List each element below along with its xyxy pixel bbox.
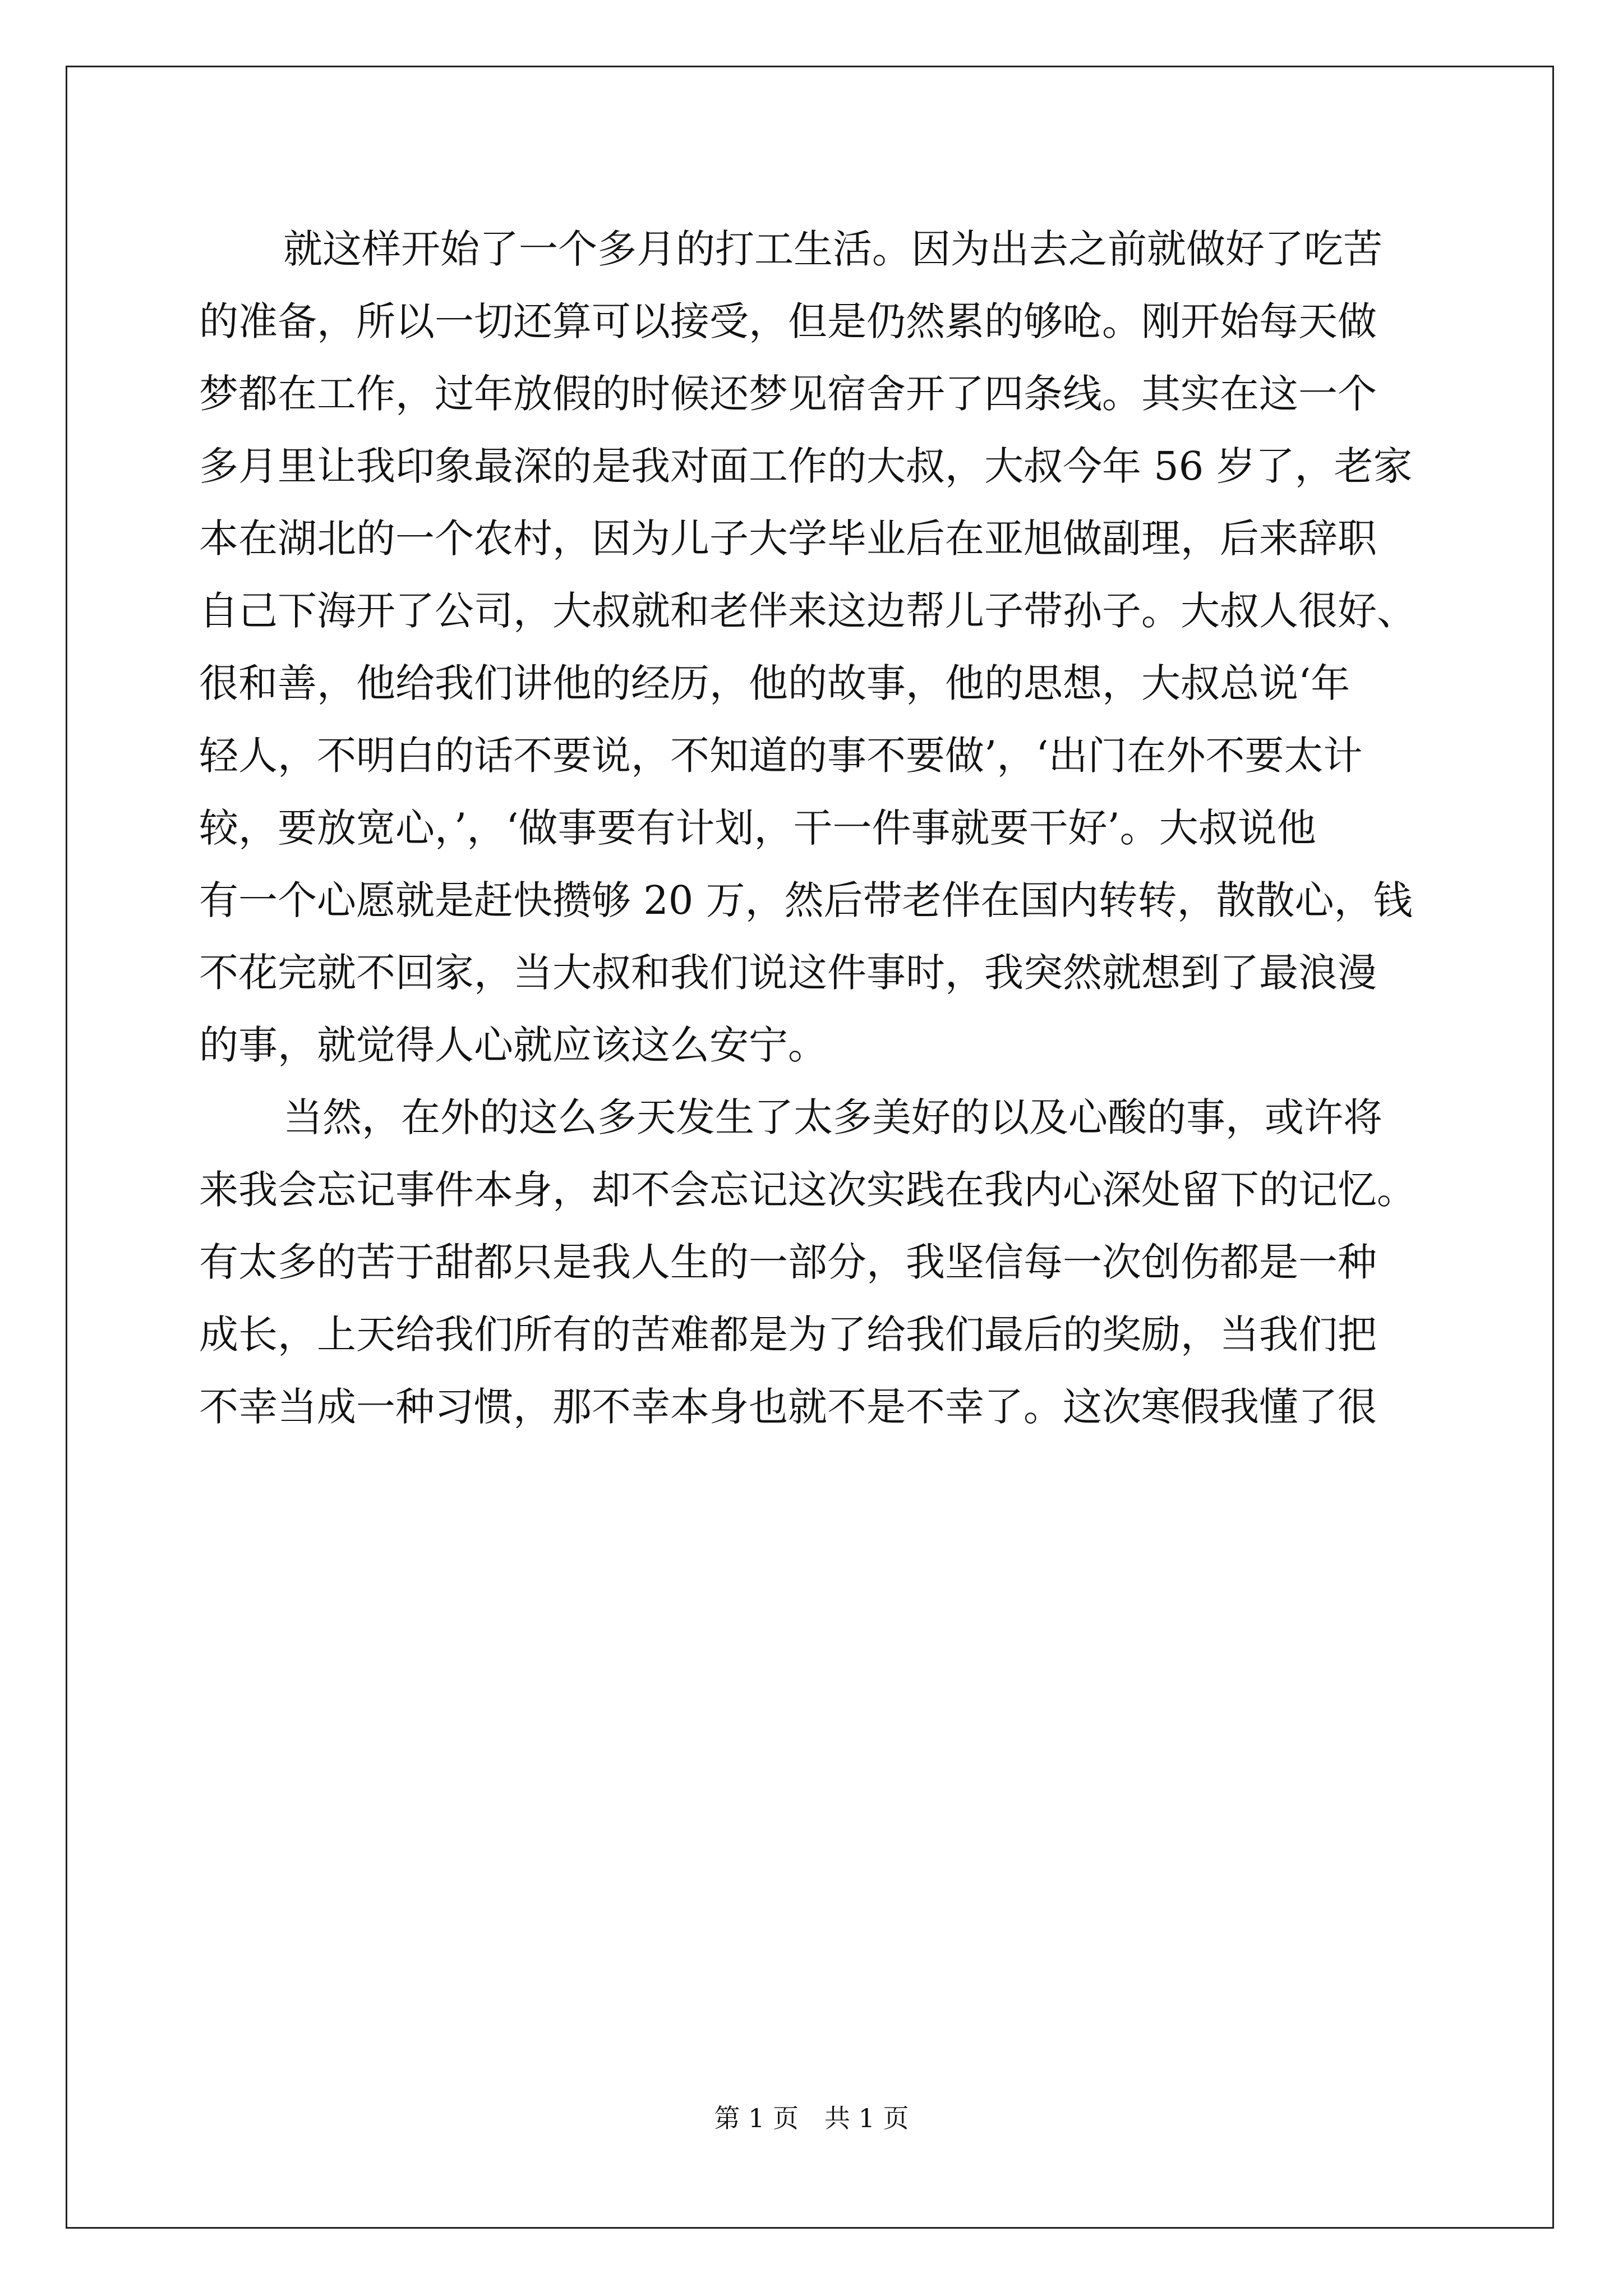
paragraph-1-line-4: 多月里让我印象最深的是我对面工作的大叔，大叔今年 56 岁了，老家 [199, 443, 1413, 489]
paragraph-1-line-7: 很和善，他给我们讲他的经历，他的故事，他的思想，大叔总说‘年 [199, 660, 1350, 706]
paragraph-1-line-10: 有一个心愿就是赶快攒够 20 万，然后带老伴在国内转转，散散心，钱 [199, 877, 1413, 923]
page-footer: 第 1 页 共 1 页 [714, 2103, 909, 2133]
paragraph-1-line-2: 的准备，所以一切还算可以接受，但是仍然累的够呛。刚开始每天做 [199, 298, 1377, 344]
paragraph-1-line-5: 本在湖北的一个农村，因为儿子大学毕业后在亚旭做副理，后来辞职 [199, 516, 1377, 562]
paragraph-2-line-2: 来我会忘记事件本身，却不会忘记这次实践在我内心深处留下的记忆。 [199, 1167, 1416, 1213]
paragraph-1-line-8: 轻人，不明白的话不要说，不知道的事不要做’，‘出门在外不要太计 [199, 733, 1363, 779]
paragraph-2-line-5: 不幸当成一种习惯，那不幸本身也就不是不幸了。这次寒假我懂了很 [199, 1384, 1377, 1430]
paragraph-1-line-3: 梦都在工作，过年放假的时候还梦见宿舍开了四条线。其实在这一个 [199, 371, 1377, 417]
paragraph-2-line-4: 成长，上天给我们所有的苦难都是为了给我们最后的奖励，当我们把 [199, 1312, 1377, 1358]
paragraph-1-line-9: 较，要放宽心，’，‘做事要有计划，干一件事就要干好’。大叔说他 [199, 805, 1316, 851]
paragraph-2-line-3: 有太多的苦于甜都只是我人生的一部分，我坚信每一次创伤都是一种 [199, 1239, 1377, 1285]
paragraph-1-line-11: 不花完就不回家，当大叔和我们说这件事时，我突然就想到了最浪漫 [199, 950, 1377, 996]
paragraph-1-line-6: 自己下海开了公司，大叔就和老伴来这边帮儿子带孙子。大叔人很好、 [199, 588, 1416, 634]
paragraph-2-line-1: 当然，在外的这么多天发生了太多美好的以及心酸的事，或许将 [283, 1094, 1382, 1140]
paragraph-1-line-1: 就这样开始了一个多月的打工生活。因为出去之前就做好了吃苦 [283, 226, 1382, 272]
paragraph-1-line-12: 的事，就觉得人心就应该这么安宁。 [199, 1022, 827, 1068]
